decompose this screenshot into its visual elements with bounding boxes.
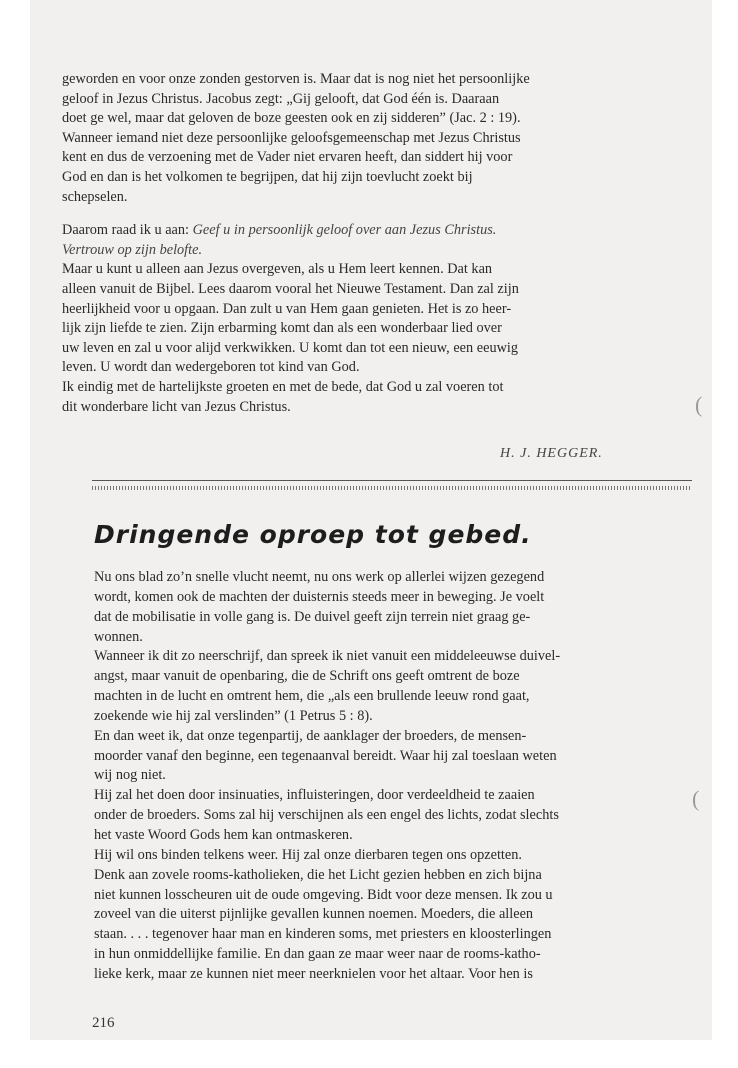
text-line: onder de broeders. Soms zal hij verschijnen als een engel des lichts, zodat slechts [94,807,559,824]
text-line: Nu ons blad zo’n snelle vlucht neemt, nu ons werk op allerlei wijzen gezegend [94,569,545,585]
page-number: 216 [92,1015,115,1031]
text-line: in hun onmiddellijke familie. En dan gaan ze maar weer naar de rooms-katho- [94,946,541,963]
text-line: heerlijkheid voor u opgaan. Dan zult u van Hem gaan genieten. Het is zo heer- [62,300,512,317]
text-line: machten in de lucht en omtrent hem, die „als een brullende leeuw rond gaat, [94,688,530,705]
scan-mark: ( [695,392,703,417]
text-line: het vaste Woord Gods hem kan ontmaskeren. [94,826,353,843]
text-line: wordt, komen ook de machten der duisternis steeds meer in beweging. Je voelt [94,588,545,605]
text-line: geloof in Jezus Christus. Jacobus zegt: „Gij gelooft, dat God één is. Daaraan [62,90,500,107]
text-line: kent en dus de verzoening met de Vader niet ervaren heeft, dan siddert hij voor [62,149,513,166]
article-body [94,568,694,985]
text-line: lijk zijn liefde te zien. Zijn erbarming komt dan als een wonderbaar lied over [62,320,502,337]
text-line: doet ge wel, maar dat geloven de boze geesten ook en zij sidderen” (Jac. 2 : 19). [62,110,521,127]
text-line: Wanneer iemand niet deze persoonlijke geloofsgemeenschap met Jezus Christus [62,129,521,146]
text-line: dit wonderbare licht van Jezus Christus. [62,398,291,415]
text-line: wonnen. [94,628,143,645]
text-line: schepselen. [62,188,128,205]
text-line: zoekende wie hij zal verslinden” (1 Petrus 5 : 8). [94,707,373,724]
text-line: Hij zal het doen door insinuaties, influisteringen, door verdeeldheid te zaaien [94,787,535,804]
text-line: uw leven en zal u voor alijd verkwikken. U komt dan tot een nieuw, een eeuwig [62,339,519,356]
text-line: Denk aan zovele rooms-katholieken, die het Licht gezien hebben en zich bijna [94,866,542,883]
paragraph-3 [62,260,694,417]
text-line: wij nog niet. [94,767,166,784]
text-line: Wanneer ik dit zo neerschrijf, dan spreek ik niet vanuit een middeleeuwse duivel- [94,648,561,665]
text-line: geworden en voor onze zonden gestorven is. Maar dat is nog niet het persoonlijke [62,71,530,87]
scan-mark: ( [692,786,700,811]
advice-prefix: Daarom raad ik u aan: [62,222,193,239]
text-line: Ik eindig met de hartelijkste groeten en met de bede, dat God u zal voeren tot [62,378,504,395]
advice-italic-line: Vertrouw op zijn belofte. [62,241,203,258]
article-heading: Dringende oproep tot gebed. [94,520,532,549]
paragraph-1 [62,70,694,207]
text-line: lieke kerk, maar ze kunnen niet meer neerknielen voor het altaar. Voor hen is [94,965,533,982]
text-line: dat de mobilisatie in volle gang is. De duivel geeft zijn terrein niet graag ge- [94,608,531,625]
text-line [62,221,694,241]
text-line: Hij wil ons binden telkens weer. Hij zal onze dierbaren tegen ons opzetten. [94,846,522,863]
text-line: leven. U wordt dan wedergeboren tot kind van God. [62,359,360,376]
text-line: zoveel van die uiterst pijnlijke gevallen kunnen noemen. Moeders, die alleen [94,906,534,923]
text-line: En dan weet ik, dat onze tegenpartij, de aanklager der broeders, de mensen- [94,727,527,744]
text-line: Maar u kunt u alleen aan Jezus overgeven, als u Hem leert kennen. Dat kan [62,261,493,278]
text-line: alleen vanuit de Bijbel. Lees daarom vooral het Nieuwe Testament. Dan zal zijn [62,280,519,297]
separator-rule [92,480,692,481]
signature: H. J. HEGGER. [500,446,603,461]
top-text-block [62,70,694,417]
text-line: niet kunnen losscheuren uit de oude omgeving. Bidt voor deze mensen. Ik zou u [94,886,553,903]
text-line: moorder vanaf den beginne, een tegenaanval bereidt. Waar hij zal toeslaan weten [94,747,557,764]
text-line: staan. . . . tegenover haar man en kinderen soms, met priesters en kloosterlingen [94,926,552,943]
advice-paragraph [62,221,694,260]
separator-wave [92,486,692,490]
text-line: angst, maar vanuit de openbaring, die de Schrift ons geeft omtrent de boze [94,668,520,685]
text-line: God en dan is het volkomen te begrijpen, dat hij zijn toevlucht zoekt bij [62,168,473,185]
advice-italic: Geef u in persoonlijk geloof over aan Jezus Christus. [192,222,497,239]
